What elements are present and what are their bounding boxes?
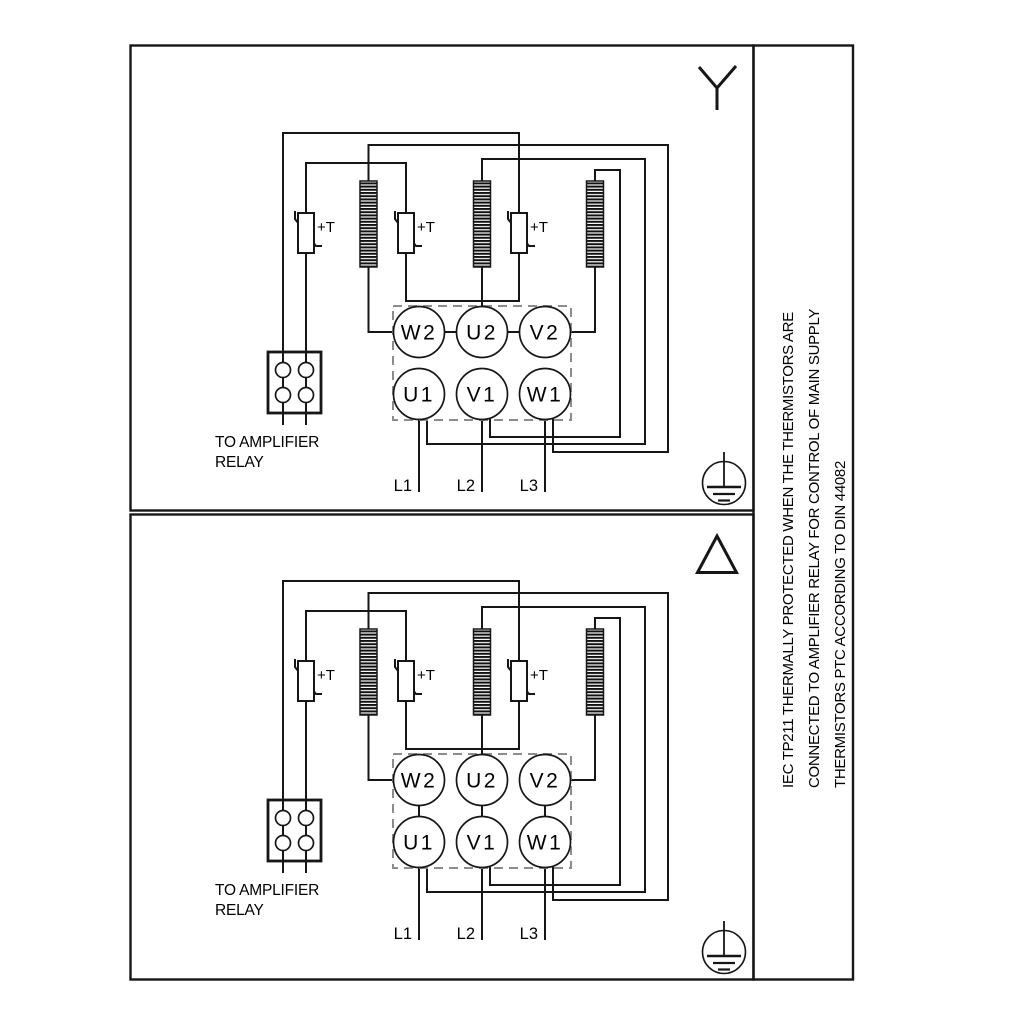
delta-circuit <box>268 581 668 940</box>
terminal-label-W1: W1 <box>526 831 564 855</box>
star-circuit <box>268 133 668 492</box>
sidebar-note-line3: THERMISTORS PTC ACCORDING TO DIN 44082 <box>832 460 849 788</box>
delta-connection-icon <box>698 536 737 573</box>
terminal-label-U2: U2 <box>466 769 498 793</box>
terminal-label-W1: W1 <box>526 383 564 407</box>
panel-star <box>268 66 746 505</box>
sidebar-note-line1: IEC TP211 THERMALLY PROTECTED WHEN THE THERMISTORS ARE <box>780 312 797 788</box>
relay-caption-line2: RELAY <box>215 902 264 919</box>
terminal-label-V1: V1 <box>466 831 498 855</box>
supply-label-L1: L1 <box>393 925 412 943</box>
star-connection-icon <box>699 66 736 110</box>
terminal-label-U1: U1 <box>403 383 435 407</box>
terminal-label-W2: W2 <box>400 769 438 793</box>
earth-ground-icon <box>703 921 746 974</box>
supply-label-L3: L3 <box>519 925 538 943</box>
relay-caption-line1: TO AMPLIFIER <box>215 882 320 899</box>
relay-caption-line1: TO AMPLIFIER <box>215 434 320 451</box>
supply-label-L1: L1 <box>393 477 412 495</box>
terminal-label-V2: V2 <box>529 321 561 345</box>
terminal-label-V2: V2 <box>529 769 561 793</box>
earth-ground-icon <box>703 452 746 505</box>
sidebar-note-line2: CONNECTED TO AMPLIFIER RELAY FOR CONTROL OF MAIN SUPPLY <box>806 308 823 788</box>
supply-label-L3: L3 <box>519 477 538 495</box>
sidebar-note <box>780 309 849 788</box>
thermistor-label: +T <box>317 219 335 236</box>
thermistor-label: +T <box>317 667 335 684</box>
panel-delta <box>268 536 746 974</box>
thermistor-label: +T <box>417 219 435 236</box>
thermistor-label: +T <box>530 219 548 236</box>
terminal-label-W2: W2 <box>400 321 438 345</box>
terminal-label-U2: U2 <box>466 321 498 345</box>
terminal-label-U1: U1 <box>403 831 435 855</box>
supply-label-L2: L2 <box>456 477 475 495</box>
supply-label-L2: L2 <box>456 925 475 943</box>
thermistor-label: +T <box>530 667 548 684</box>
relay-caption-line2: RELAY <box>215 454 264 471</box>
terminal-label-V1: V1 <box>466 383 498 407</box>
thermistor-label: +T <box>417 667 435 684</box>
delta-link-wires <box>419 806 545 817</box>
